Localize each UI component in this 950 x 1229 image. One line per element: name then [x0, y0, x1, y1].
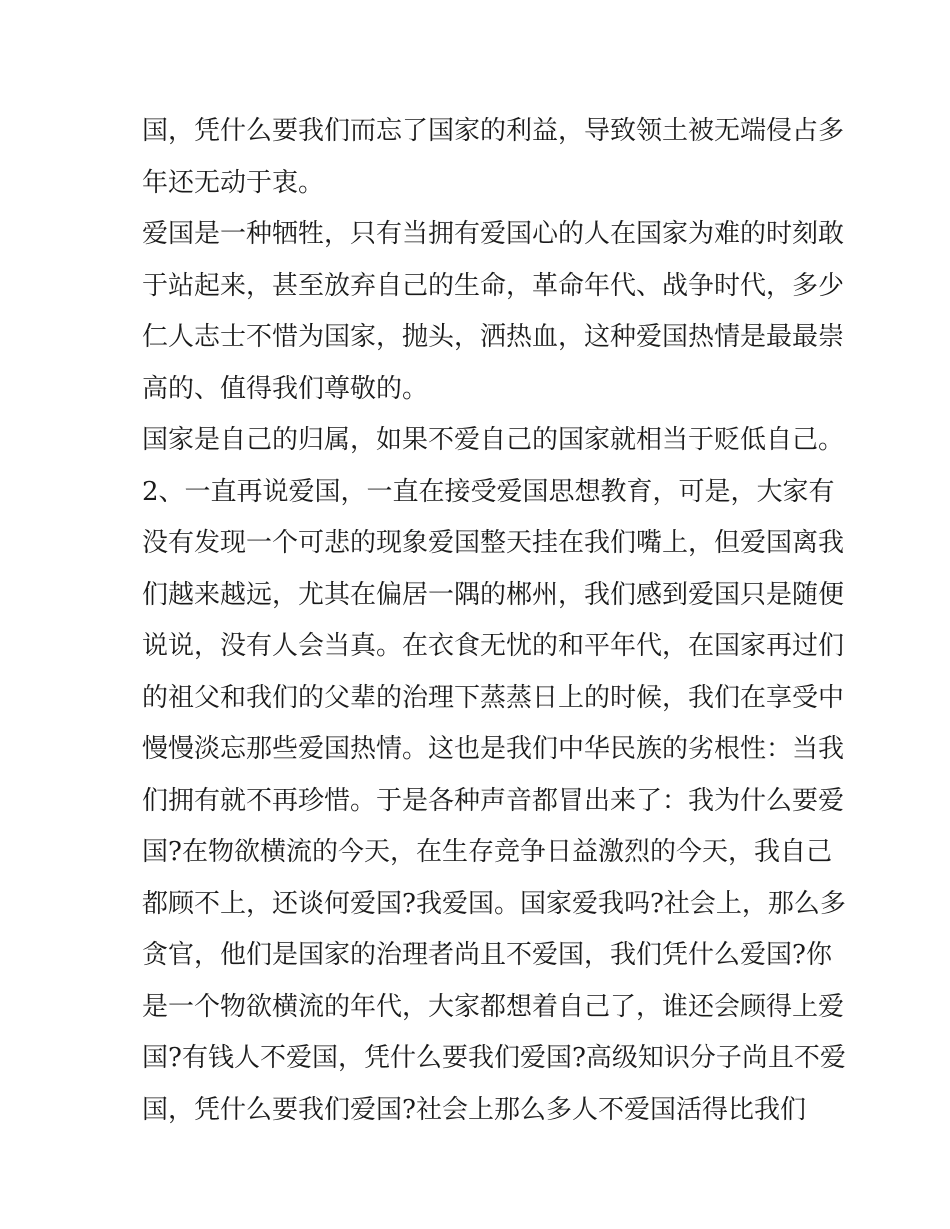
text-line: 国?有钱人不爱国，凭什么要我们爱国?高级知识分子尚且不爱: [142, 1043, 846, 1073]
text-line: 仁人志士不惜为国家，抛头，洒热血，这种爱国热情是最最崇: [142, 322, 845, 352]
text-line: 说说，没有人会当真。在衣食无忧的和平年代，在国家再过们: [142, 631, 845, 661]
text-line: 们拥有就不再珍惜。于是各种声音都冒出来了：我为什么要爱: [142, 785, 845, 816]
text-line: 2、一直再说爱国，一直在接受爱国思想教育，可是，大家有: [142, 476, 835, 507]
text-line: 是一个物欲横流的年代，大家都想着自己了，谁还会顾得上爱: [142, 991, 845, 1022]
text-line: 年还无动于衷。: [142, 167, 325, 198]
text-line: 都顾不上，还谈何爱国?我爱国。国家爱我吗?社会上，那么多: [142, 888, 846, 919]
text-line: 于站起来，甚至放弃自己的生命，革命年代、战争时代，多少: [142, 270, 845, 301]
text-line: 国，凭什么要我们而忘了国家的利益，导致领土被无端侵占多: [142, 116, 845, 146]
text-line: 国，凭什么要我们爱国?社会上那么多人不爱国活得比我们: [142, 1094, 806, 1125]
text-line: 慢慢淡忘那些爱国热情。这也是我们中华民族的劣根性：当我: [142, 734, 845, 764]
body-text: [142, 106, 846, 1136]
text-line: 的祖父和我们的父辈的治理下蒸蒸日上的时候，我们在享受中: [142, 682, 845, 713]
text-line: 高的、值得我们尊敬的。: [142, 373, 429, 404]
text-line: 没有发现一个可悲的现象爱国整天挂在我们嘴上，但爱国离我: [142, 528, 845, 558]
text-line: 国?在物欲横流的今天，在生存竞争日益激烈的今天，我自己: [142, 837, 832, 867]
text-line: 爱国是一种牺牲，只有当拥有爱国心的人在国家为难的时刻敢: [142, 219, 845, 249]
text-line: 国家是自己的归属，如果不爱自己的国家就相当于贬低自己。: [142, 425, 845, 455]
text-line: 们越来越远，尤其在偏居一隅的郴州，我们感到爱国只是随便: [142, 579, 845, 610]
text-line: 贪官，他们是国家的治理者尚且不爱国，我们凭什么爱国?你: [142, 940, 832, 970]
